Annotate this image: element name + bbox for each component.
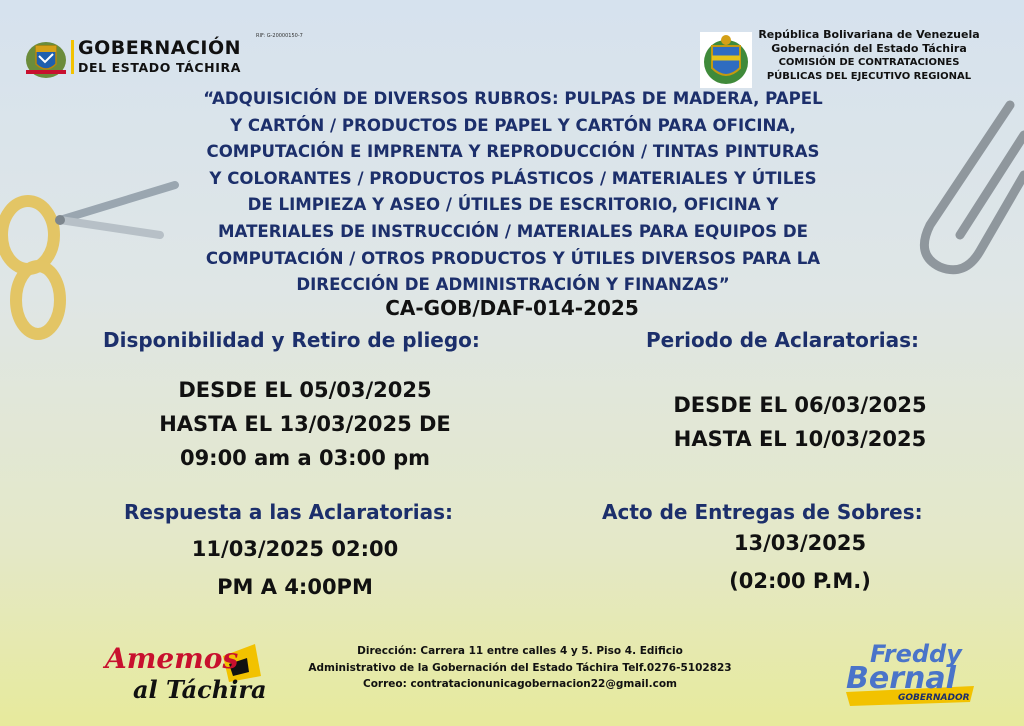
title-line: COMPUTACIÓN / OTROS PRODUCTOS Y ÚTILES DIVERSOS PARA LA bbox=[205, 248, 821, 268]
date-line: 13/03/2025 bbox=[733, 531, 867, 555]
procurement-title bbox=[188, 86, 838, 299]
amemos-al-tachira-logo bbox=[95, 632, 275, 704]
al-tachira-text: al Táchira bbox=[133, 675, 267, 704]
address-line: Dirección: Carrera 11 entre calles 4 y 5. Piso 4. Edificio bbox=[357, 645, 683, 657]
entrega-dates bbox=[640, 524, 960, 600]
gobernador-text: GOBERNADOR bbox=[898, 693, 970, 703]
disponibilidad-dates bbox=[140, 373, 470, 475]
entrega-heading: Acto de Entregas de Sobres: bbox=[602, 500, 923, 524]
gobernacion-line: Gobernación del Estado Táchira bbox=[771, 42, 967, 55]
contact-info bbox=[280, 643, 760, 693]
process-code: CA-GOB/DAF-014-2025 bbox=[385, 296, 639, 320]
date-line: HASTA EL 13/03/2025 DE bbox=[159, 412, 451, 436]
republic-line: República Bolivariana de Venezuela bbox=[758, 28, 980, 41]
rif-number: RIF: G-20000150-7 bbox=[256, 33, 303, 39]
date-line: HASTA EL 10/03/2025 bbox=[673, 427, 927, 451]
freddy-text: Freddy bbox=[870, 640, 962, 668]
title-line: “ADQUISICIÓN DE DIVERSOS RUBROS: PULPAS DE MADERA, PAPEL bbox=[203, 89, 823, 108]
address-phone-line: Administrativo de la Gobernación del Estado Táchira Telf.0276-5102823 bbox=[308, 661, 732, 674]
freddy-bernal-logo bbox=[840, 636, 980, 708]
bernal-text: Bernal bbox=[846, 661, 956, 696]
date-line: 11/03/2025 02:00 bbox=[191, 537, 399, 561]
amemos-text: Amemos bbox=[105, 642, 239, 675]
aclaratorias-dates bbox=[640, 388, 960, 456]
accent-bar bbox=[71, 40, 74, 74]
respuesta-dates bbox=[160, 530, 430, 606]
title-line: Y CARTÓN / PRODUCTOS DE PAPEL Y CARTÓN PARA OFICINA, bbox=[230, 115, 796, 135]
respuesta-heading: Respuesta a las Aclaratorias: bbox=[124, 500, 454, 524]
date-line: PM A 4:00PM bbox=[217, 575, 373, 599]
email-line: Correo: contratacionunicagobernacion22@gmail.com bbox=[363, 678, 677, 690]
publicas-line: PÚBLICAS DEL EJECUTIVO REGIONAL bbox=[766, 71, 972, 82]
gobernacion-title: GOBERNACIÓN bbox=[78, 37, 242, 59]
date-line: 09:00 am a 03:00 pm bbox=[179, 446, 431, 470]
title-line: MATERIALES DE INSTRUCCIÓN / MATERIALES PARA EQUIPOS DE bbox=[218, 221, 808, 241]
aclaratorias-heading: Periodo de Aclaratorias: bbox=[646, 328, 920, 352]
title-line: Y COLORANTES / PRODUCTOS PLÁSTICOS / MATERIALES Y ÚTILES bbox=[209, 168, 817, 188]
comision-line: COMISIÓN DE CONTRATACIONES bbox=[778, 57, 960, 68]
gobernacion-subtitle: DEL ESTADO TÁCHIRA bbox=[78, 60, 241, 75]
date-line: DESDE EL 05/03/2025 bbox=[178, 378, 432, 402]
date-line: (02:00 P.M.) bbox=[729, 569, 871, 593]
date-line: DESDE EL 06/03/2025 bbox=[673, 393, 927, 417]
tachira-coat-of-arms-logo bbox=[700, 32, 752, 88]
gobernacion-shield-logo bbox=[22, 36, 70, 80]
title-line: DE LIMPIEZA Y ASEO / ÚTILES DE ESCRITORIO, OFICINA Y bbox=[247, 195, 779, 215]
disponibilidad-heading: Disponibilidad y Retiro de pliego: bbox=[103, 328, 480, 352]
paperclip-icon bbox=[900, 95, 1024, 305]
title-line: DIRECCIÓN DE ADMINISTRACIÓN Y FINANZAS” bbox=[296, 275, 730, 295]
title-line: COMPUTACIÓN E IMPRENTA Y REPRODUCCIÓN / TINTAS PINTURAS bbox=[206, 142, 820, 162]
institution-header bbox=[752, 28, 986, 84]
